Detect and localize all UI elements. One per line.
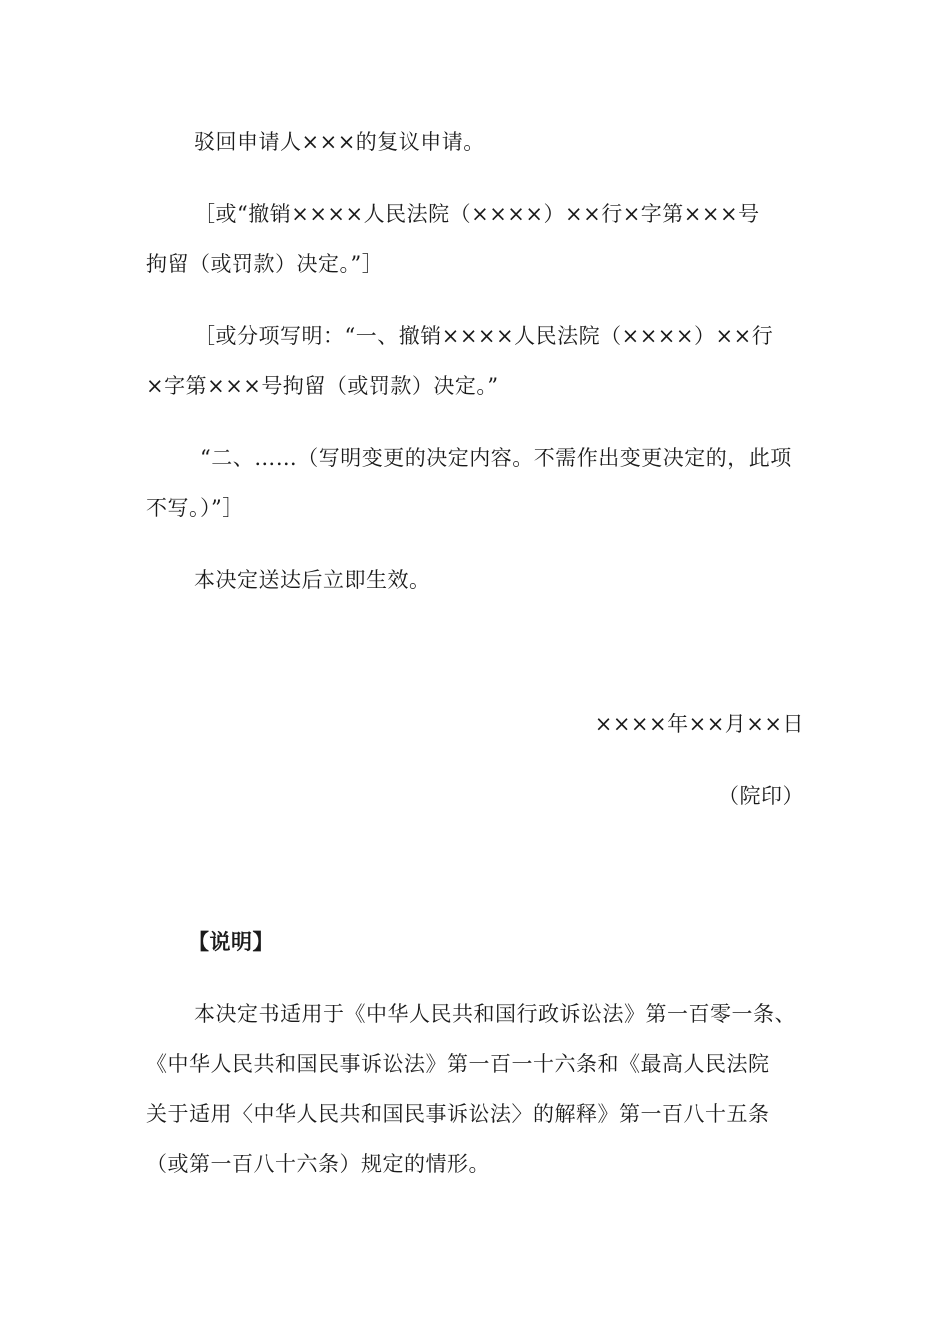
alt-revoke-line-2: 拘留（或罚款）决定。”］ [146,252,384,276]
decision-date: ××××年××月××日 [594,712,804,736]
alt-revoke-line-1: ［或“撤销××××人民法院（××××）××行×字第×××号 [194,202,760,226]
note-heading: 【说明】 [188,929,274,954]
court-seal-label: （院印） [718,784,804,808]
note-line-2: 《中华人民共和国民事诉讼法》第一百一十六条和《最高人民法院 [146,1052,770,1076]
alt-change-line-2: 不写。）”］ [146,496,244,520]
alt-change-line-1: “二、……（写明变更的决定内容。不需作出变更决定的，此项 [200,446,792,470]
alt-itemized-line-1: ［或分项写明：“一、撤销××××人民法院（××××）××行 [194,324,774,348]
note-line-3: 关于适用〈中华人民共和国民事诉讼法〉的解释》第一百八十五条 [146,1102,770,1126]
alt-itemized-line-2: ×字第×××号拘留（或罚款）决定。” [146,374,499,398]
note-line-4: （或第一百八十六条）规定的情形。 [146,1152,490,1176]
effective-statement: 本决定送达后立即生效。 [194,568,431,592]
note-line-1: 本决定书适用于《中华人民共和国行政诉讼法》第一百零一条、 [194,1002,796,1026]
decision-rejection-text: 驳回申请人×××的复议申请。 [194,130,485,154]
